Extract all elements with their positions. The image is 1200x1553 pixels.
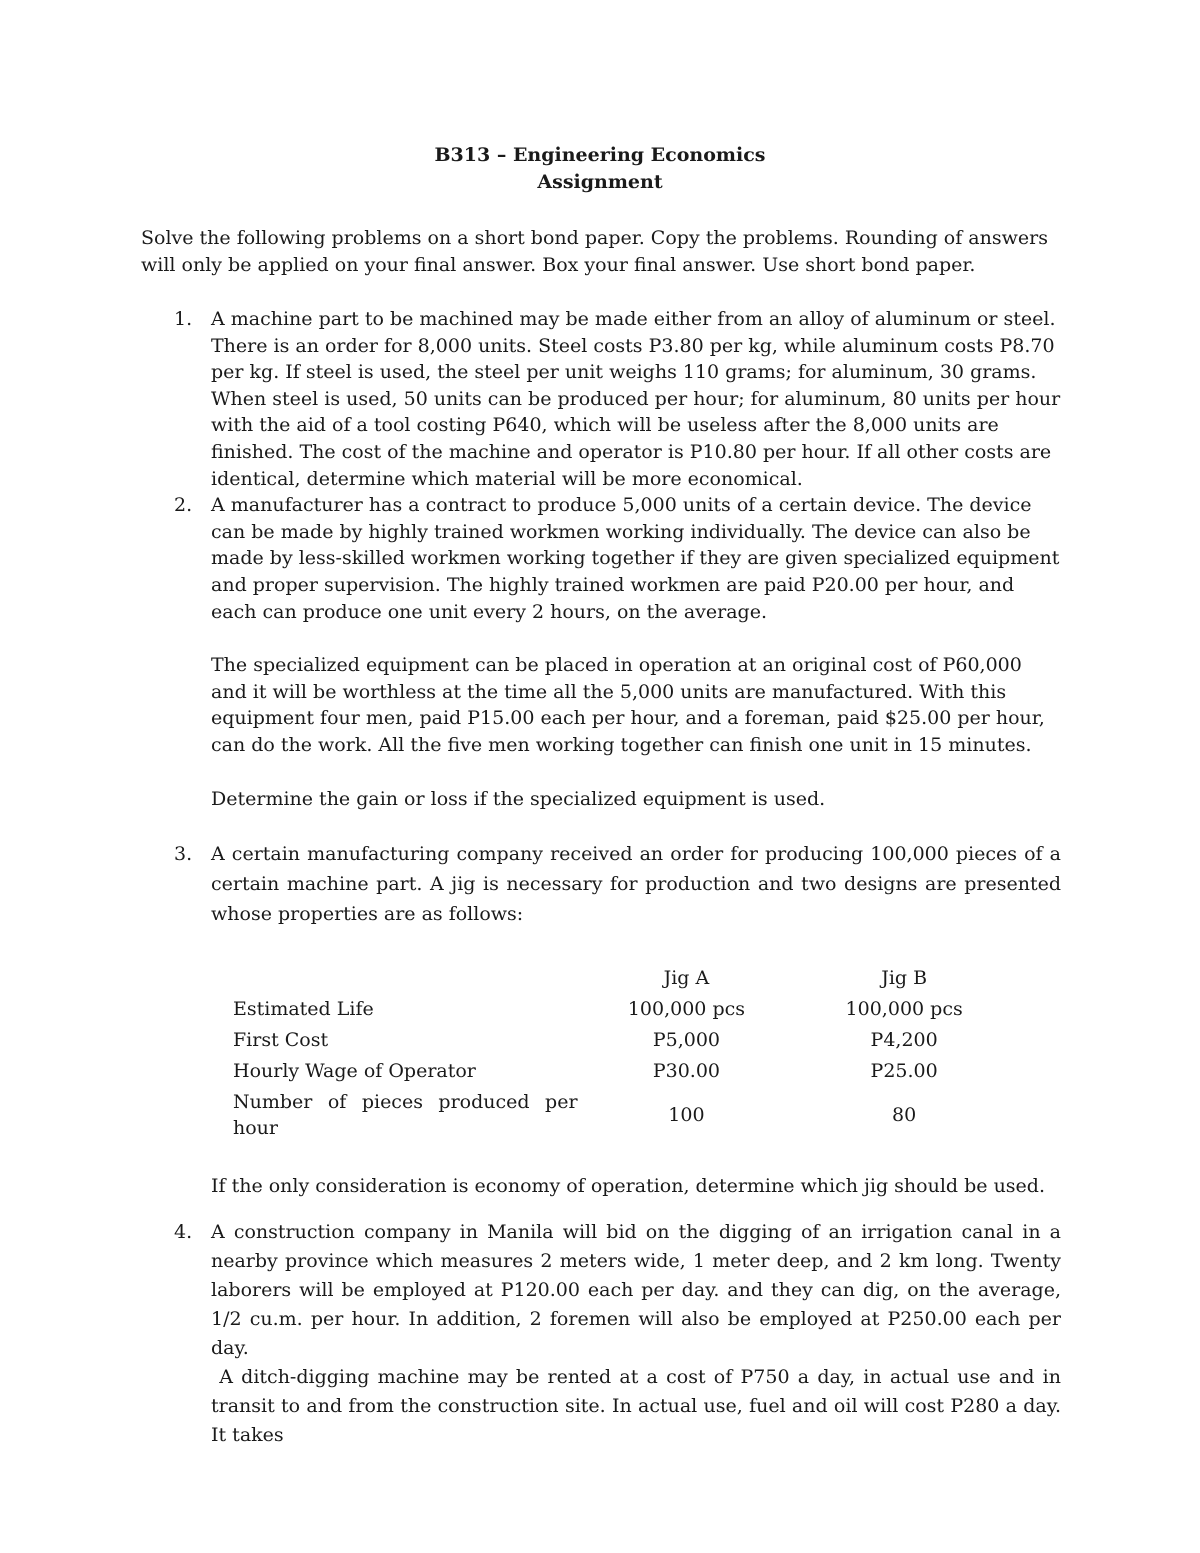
table-cell: P5,000 [652,1028,721,1051]
table-row [233,993,1013,1024]
problem-list [0,306,1200,1450]
table-cell: First Cost [233,1028,329,1051]
table-row [233,1055,1013,1086]
problem-text: A certain manufacturing company received an order for producing 100,000 pieces of a certain machine part. A jig is necessary for production and two designs are presented whose properties are as follows: [211,843,1061,926]
table-cell: 100,000 pcs [627,997,745,1020]
jig-comparison-table [233,963,1013,1144]
problem-text: If the only consideration is economy of operation, determine which jig should be used. [211,1175,1046,1198]
problem-number: 4. [174,1220,193,1243]
problem-3-question [211,1173,1061,1218]
problem-number: 3. [174,843,193,866]
table-cell: P30.00 [652,1059,721,1082]
problem-3 [174,839,1061,963]
table-cell: 100,000 pcs [845,997,963,1020]
problem-paragraph-3: Determine the gain or loss if the specialized equipment is used. [211,787,826,810]
instructions-paragraph: Solve the following problems on a short bond paper. Copy the problems. Rounding of answers will only be applied on your final answer. Box your final answer. Use short bond paper. [141,227,1048,276]
problem-paragraph-1: A manufacturer has a contract to produce 5,000 units of a certain device. The device can be made by highly trained workmen working individually. The device can also be made by less-skilled workmen working together if they are given specialized equipment and proper supervision. The highly trained workmen are paid P20.00 per hour, and each can produce one unit every 2 hours, on the average. [211,494,1060,623]
problem-4 [174,1218,1068,1450]
problem-number: 2. [174,494,193,517]
assignment-title: Assignment [537,171,663,193]
table-cell: P4,200 [870,1028,938,1051]
table-row [233,1024,1013,1055]
table-row [233,1086,1013,1144]
table-cell: 80 [892,1104,917,1127]
table-cell: P25.00 [870,1059,938,1082]
problem-number: 1. [174,308,193,330]
problem-text: A machine part to be machined may be made either from an alloy of aluminum or steel. There is an order for 8,000 units. Steel costs P3.80 per kg, while aluminum costs P8.70 per kg. If steel is used, the steel per unit weighs 110 grams; for aluminum, 30 grams. When steel is used, 50 units can be produced per hour; for aluminum, 80 units per hour with the aid of a tool costing P640, which will be useless after the 8,000 units are finished. The cost of the machine and operator is P10.80 per hour. If all other costs are identical, determine which material will be more economical. [211,308,1061,490]
table-header-cell: Jig A [663,967,710,990]
document-header [0,142,1200,196]
course-title: B313 – Engineering Economics [434,144,766,166]
table-cell: Number of pieces produced per hour [233,1091,578,1140]
problem-1 [174,306,1061,492]
table-header-row [233,963,1013,993]
table-header-cell: Jig B [881,967,928,990]
problem-paragraph-2: A ditch-digging machine may be rented at a cost of P750 a day, in actual use and in transit to and from the construction site. In actual use, fuel and oil will cost P280 a day. It takes [211,1365,1068,1446]
table-cell: Estimated Life [233,997,374,1020]
table-cell: 100 [668,1104,705,1127]
problem-2 [174,492,1061,839]
table-cell: Hourly Wage of Operator [233,1059,476,1082]
problem-paragraph-2: The specialized equipment can be placed in operation at an original cost of P60,000 and it will be worthless at the time all the 5,000 units are manufactured. With this equipment four men, paid P15.00 each per hour, and a foreman, paid $25.00 per hour, can do the work. All the five men working together can finish one unit in 15 minutes. [211,654,1045,756]
problem-paragraph-1: A construction company in Manila will bid on the digging of an irrigation canal in a nearby province which measures 2 meters wide, 1 meter deep, and 2 km long. Twenty laborers will be employed at P120.00 each per day. and they can dig, on the average, 1/2 cu.m. per hour. In addition, 2 foremen will also be employed at P250.00 each per day. [211,1220,1061,1359]
